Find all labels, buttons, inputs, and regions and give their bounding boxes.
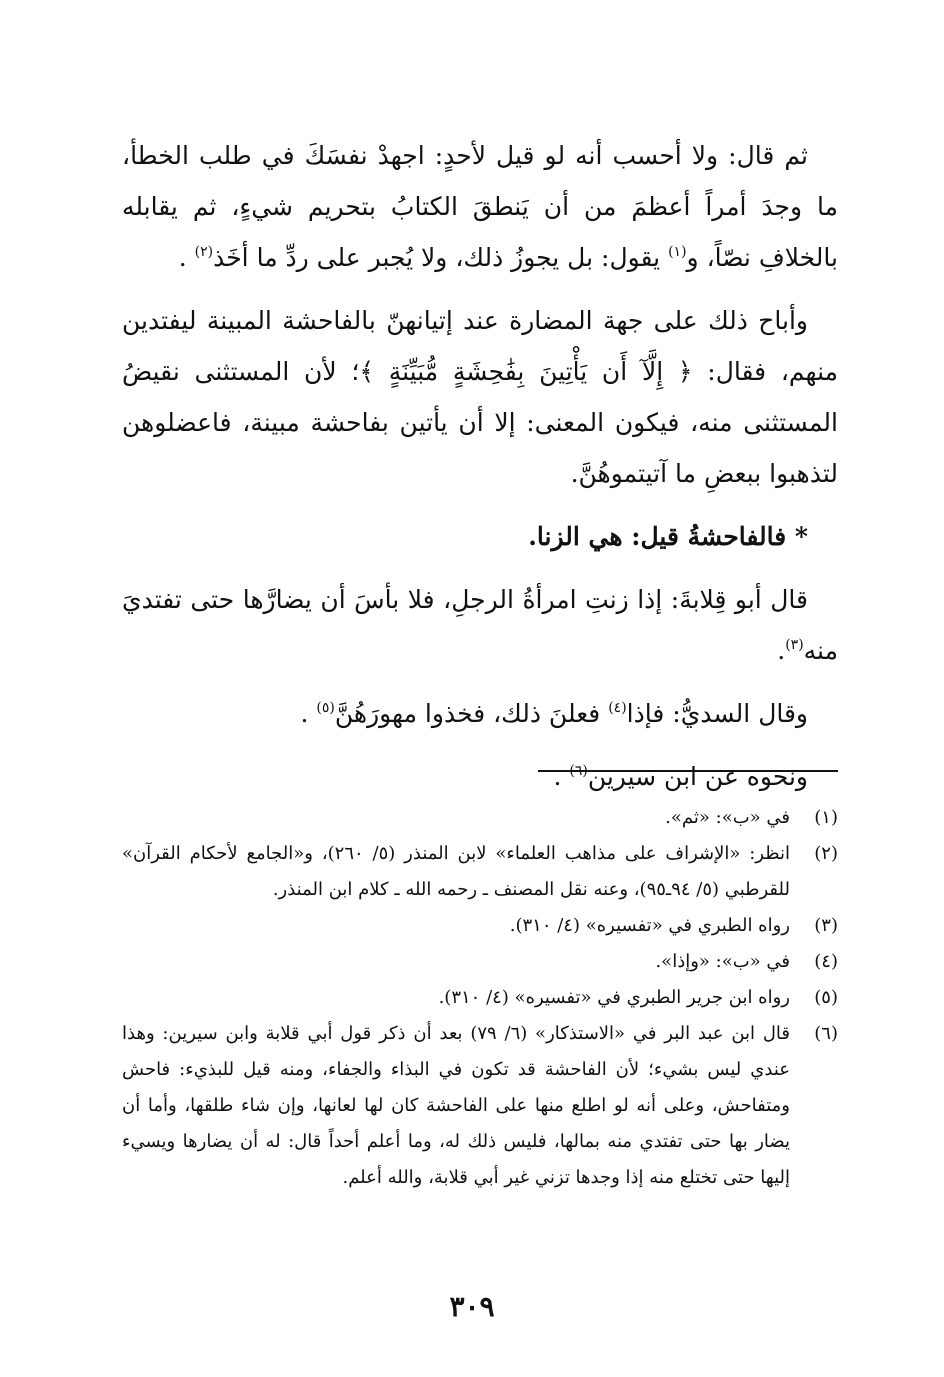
paragraph-1-text: ثم قال: ولا أحسب أنه لو قيل لأحدٍ: اجهدْ نفسَكَ في طلب الخطأ، ما وجدَ أمراً أعظمَ من أن يَنطقَ الكتابُ بتحريم شيءٍ، ثم يقابله بالخلافِ نصّاً، و [122, 141, 838, 272]
footnote-3 [122, 908, 838, 944]
footnote-text: رواه الطبري في «تفسيره» (٤/ ٣١٠). [509, 915, 790, 936]
paragraph-1 [122, 130, 838, 283]
footnote-6 [122, 1016, 838, 1196]
footnote-text: في «ب»: «وإذا». [655, 951, 790, 972]
main-text [122, 130, 838, 814]
footnote-number: (٥) [814, 987, 838, 1008]
footnote-ref-5: (٥) [316, 700, 335, 716]
paragraph-4-end: . [300, 699, 317, 728]
paragraph-1-text-2: يقول: بل يجوزُ ذلك، ولا يُجبر على ردِّ ما أخَذ [213, 243, 669, 272]
paragraph-5-end: . [553, 762, 570, 791]
page-number: ٣٠٩ [449, 1290, 495, 1323]
footnote-number: (٢) [814, 843, 838, 864]
paragraph-1-end: . [178, 243, 195, 272]
paragraph-5-text: ونحوه عن ابن سيرين [587, 762, 808, 791]
section-heading: * فالفاحشةُ قيل: هي الزنا. [528, 522, 808, 551]
footnotes [122, 800, 838, 1196]
footnote-4 [122, 944, 838, 980]
footnote-1 [122, 800, 838, 836]
footnote-number: (١) [814, 807, 838, 828]
paragraph-4-text: وقال السديُّ: فإذا [626, 699, 808, 728]
paragraph-5 [122, 751, 838, 802]
footnote-text: انظر: «الإشراف على مذاهب العلماء» لابن المنذر (٥/ ٢٦٠)، و«الجامع لأحكام القرآن» للقرطبي (٥/ ٩٤ـ٩٥)، وعنه نقل المصنف ـ رحمه الله ـ كلام ابن المنذر. [122, 843, 790, 900]
paragraph-2: وأباح ذلك على جهة المضارة عند إتيانهنّ بالفاحشة المبينة ليفتدين منهم، فقال: ﴿ إِلَّآ أَن يَأْتِينَ بِفَٰحِشَةٍ مُّبَيِّنَةٍ ﴾؛ لأن المستثنى نقيضُ المستثنى منه، فيكون المعنى: إلا أن يأتين بفاحشة مبينة، فاعضلوهن لتذهبوا ببعضِ ما آتيتموهُنَّ. [122, 306, 838, 488]
footnote-ref-4: (٤) [608, 700, 627, 716]
footnote-text: في «ب»: «ثم». [665, 807, 790, 828]
footnote-ref-6: (٦) [569, 763, 588, 779]
paragraph-3-end: . [777, 636, 786, 665]
paragraph-3-text: قال أبو قِلابةَ: إذا زنتِ امرأةُ الرجلِ، فلا بأسَ أن يضارَّها حتى تفتديَ منه [122, 585, 838, 665]
footnote-divider [538, 770, 838, 772]
footnote-text: قال ابن عبد البر في «الاستذكار» (٦/ ٧٩) بعد أن ذكر قول أبي قلابة وابن سيرين: وهذا عندي ليس بشيء؛ لأن الفاحشة قد تكون في البذاء والجفاء، ومنه قيل للبذيء: فاحش ومتفاحش، وعلى أنه لو اطلع منها على الفاحشة كان لها لعانها، وإن شاء طلقها، وأما أن يضار بها حتى تفتدي منه بمالها، فليس ذلك له، وما أعلم أحداً قال: له أن يضارها ويسيء إليها حتى تختلع منه إذا وجدها تزني غير أبي قلابة، والله أعلم. [122, 1023, 790, 1188]
footnote-number: (٣) [814, 915, 838, 936]
paragraph-4 [122, 688, 838, 739]
footnote-text: رواه ابن جرير الطبري في «تفسيره» (٤/ ٣١٠). [438, 987, 790, 1008]
footnote-ref-1: (١) [668, 244, 687, 260]
footnote-number: (٤) [814, 951, 838, 972]
footnote-5 [122, 980, 838, 1016]
footnote-ref-3: (٣) [785, 637, 804, 653]
footnote-ref-2: (٢) [194, 244, 214, 260]
paragraph-4-text-2: فعلنَ ذلك، فخذوا مهورَهُنَّ [334, 699, 609, 728]
footnote-number: (٦) [814, 1023, 838, 1044]
footnote-2 [122, 836, 838, 908]
paragraph-3 [122, 574, 838, 676]
